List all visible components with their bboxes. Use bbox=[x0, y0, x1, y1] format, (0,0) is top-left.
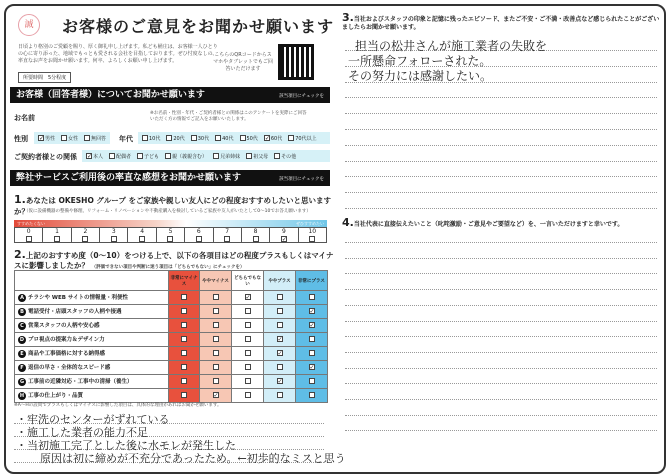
handwritten-answer: その努力には感謝したい。 bbox=[348, 69, 493, 83]
checkbox[interactable] bbox=[245, 364, 251, 370]
checkbox[interactable] bbox=[84, 135, 90, 141]
rating-cell[interactable] bbox=[264, 389, 296, 403]
rating-cell[interactable] bbox=[169, 347, 200, 361]
scale-option-3[interactable] bbox=[100, 228, 128, 242]
checkbox[interactable] bbox=[142, 135, 148, 141]
rating-cell[interactable] bbox=[296, 319, 328, 333]
checkbox[interactable] bbox=[191, 135, 197, 141]
checkbox[interactable] bbox=[309, 378, 315, 384]
rating-cell[interactable] bbox=[296, 291, 328, 305]
checkbox[interactable] bbox=[245, 308, 251, 314]
handwritten-answer: ・牢洗のセンターがずれている bbox=[16, 413, 170, 426]
table-row bbox=[15, 333, 328, 347]
scale-number: 4 bbox=[140, 228, 145, 235]
rating-cell[interactable] bbox=[232, 347, 264, 361]
column-header: 非常にプラス bbox=[296, 271, 328, 291]
checkbox[interactable] bbox=[166, 135, 172, 141]
answer-line bbox=[345, 242, 657, 243]
q1-text: あなたは OKESHO グループ をご家族や親しい友人にどの程度おすすめしたいと思いますか？ bbox=[14, 196, 332, 216]
row-label bbox=[15, 291, 169, 305]
scale-option-9[interactable] bbox=[270, 228, 298, 242]
rating-cell[interactable] bbox=[169, 305, 200, 319]
ages-option-label: 70代以上 bbox=[295, 135, 317, 142]
row-key-icon: C bbox=[18, 322, 26, 330]
table-row bbox=[15, 375, 328, 389]
answer-line bbox=[345, 430, 657, 431]
table-row bbox=[15, 347, 328, 361]
row-key-icon: E bbox=[18, 350, 26, 358]
checkbox[interactable] bbox=[240, 135, 246, 141]
checkbox[interactable] bbox=[213, 378, 219, 384]
table-row bbox=[15, 291, 328, 305]
ages-option-label: 50代 bbox=[246, 135, 258, 142]
checkbox[interactable] bbox=[274, 153, 280, 159]
table-row bbox=[15, 305, 328, 319]
answer-line bbox=[345, 176, 657, 177]
checkbox[interactable] bbox=[26, 236, 32, 242]
checkbox[interactable]: ✓ bbox=[309, 322, 315, 329]
relation-label: ご契約者様との関係 bbox=[14, 153, 77, 161]
q2-sub: （評価できない項目や判断に迷う項目は「どちらでもない」にチェックを） bbox=[91, 265, 245, 270]
checkbox[interactable]: ✓ bbox=[213, 392, 219, 399]
checkbox[interactable] bbox=[213, 294, 219, 300]
relations-option-label: 本人 bbox=[93, 153, 104, 160]
checkbox[interactable]: ✓ bbox=[281, 236, 287, 243]
answer-line bbox=[345, 129, 657, 130]
q2-text: 上記のおすすめ度（0〜10）をつける上で、以下の各項目はどの程度プラスもしくはマイナスに影響しましたか？ bbox=[14, 251, 334, 270]
row-text: 工事の仕上がり・品質 bbox=[28, 393, 84, 399]
rating-cell[interactable] bbox=[264, 333, 296, 347]
row-text: 営業スタッフの人柄や安心感 bbox=[28, 323, 100, 329]
column-header: 非常にマイナス bbox=[169, 271, 200, 291]
table-row bbox=[15, 389, 328, 403]
scale-number: 6 bbox=[196, 228, 201, 235]
scale-number: 5 bbox=[168, 228, 173, 235]
section2-title: 弊社サービスご利用後の率直な感想をお聞かせ願います bbox=[16, 173, 242, 183]
q4-question bbox=[342, 216, 660, 229]
checkbox[interactable] bbox=[213, 364, 219, 370]
section1-header bbox=[10, 87, 330, 103]
relations-option[interactable] bbox=[246, 153, 268, 160]
relations-option[interactable] bbox=[165, 153, 207, 160]
checkbox[interactable] bbox=[82, 236, 88, 242]
rating-cell[interactable] bbox=[232, 291, 264, 305]
q1-scale bbox=[14, 220, 327, 243]
checkbox[interactable] bbox=[165, 153, 171, 159]
q3-number: 3. bbox=[342, 11, 354, 24]
ages-option[interactable] bbox=[215, 135, 233, 142]
checkbox[interactable] bbox=[181, 392, 187, 398]
relations-option[interactable] bbox=[137, 153, 159, 160]
answer-line bbox=[345, 289, 657, 290]
rating-cell[interactable] bbox=[296, 347, 328, 361]
checkbox[interactable] bbox=[137, 153, 143, 159]
checkbox[interactable] bbox=[181, 294, 187, 300]
rating-cell[interactable] bbox=[232, 319, 264, 333]
row-key-icon: G bbox=[19, 379, 25, 385]
checkbox[interactable]: ✓ bbox=[39, 134, 45, 142]
scale-number: 0 bbox=[26, 228, 31, 235]
checkbox[interactable] bbox=[277, 392, 283, 398]
checkbox[interactable]: ✓ bbox=[277, 378, 283, 385]
scale-low-label: すすめたくない bbox=[17, 221, 46, 226]
scale-option-10[interactable] bbox=[299, 228, 326, 242]
relations-option[interactable] bbox=[86, 153, 103, 160]
ages-option-label: 20代 bbox=[173, 135, 185, 142]
q3-text: 当社およびスタッフの印象と記憶に残ったエピソード、またご不安・ご不満・改善点など感じられたことがございましたらお聞かせ願います。 bbox=[342, 16, 660, 31]
checkbox[interactable] bbox=[111, 236, 117, 242]
checkbox[interactable] bbox=[245, 336, 251, 342]
answer-line bbox=[345, 305, 657, 306]
q2-footnote: ※A〜Hの設問でプラスもしくはマイナスに影響した項目は、具体的な理由があればお聞かせ願います。 bbox=[14, 403, 222, 408]
answer-line bbox=[345, 192, 657, 193]
answer-line bbox=[345, 368, 657, 369]
column-header: どちらでもない bbox=[232, 271, 264, 291]
row-label bbox=[15, 305, 169, 319]
answer-line bbox=[345, 145, 657, 146]
gender-option[interactable] bbox=[38, 135, 55, 142]
rating-cell[interactable] bbox=[200, 291, 232, 305]
section2-header bbox=[10, 170, 330, 186]
ages-option[interactable] bbox=[166, 135, 184, 142]
relations-option[interactable] bbox=[213, 153, 240, 160]
checkbox[interactable] bbox=[288, 135, 294, 141]
rating-cell[interactable] bbox=[264, 347, 296, 361]
checkbox[interactable]: ✓ bbox=[245, 294, 251, 301]
relations-option-label: 子ども bbox=[144, 153, 160, 160]
rating-cell[interactable] bbox=[232, 305, 264, 319]
relations-option-label: 配偶者 bbox=[116, 153, 132, 160]
ages-option[interactable] bbox=[142, 135, 160, 142]
checkbox[interactable] bbox=[245, 392, 251, 398]
handwritten-answer: ・施工した業者の能力不足 bbox=[16, 426, 148, 439]
scale-number: 7 bbox=[225, 228, 230, 235]
qr-text: こちらのQRコードからスマホやタブレットでもご回答いただけます bbox=[213, 52, 273, 72]
checkbox[interactable] bbox=[245, 350, 251, 356]
rating-cell[interactable] bbox=[200, 305, 232, 319]
gender-option-label: 無回答 bbox=[91, 135, 107, 142]
scale-option-2[interactable] bbox=[72, 228, 100, 242]
checkbox[interactable] bbox=[224, 236, 230, 242]
row-key-icon: B bbox=[18, 308, 26, 316]
ages-option[interactable] bbox=[288, 135, 316, 142]
rating-cell[interactable] bbox=[200, 333, 232, 347]
row-text: 商品や工事価格に対する納得感 bbox=[28, 351, 106, 357]
scale-high-label: ぜひすすめたい bbox=[295, 221, 324, 226]
scale-number: 8 bbox=[253, 228, 258, 235]
company-logo: 誠 bbox=[18, 14, 40, 36]
scale-option-5[interactable] bbox=[157, 228, 185, 242]
row-label bbox=[15, 319, 169, 333]
checkbox[interactable] bbox=[181, 364, 187, 370]
checkbox[interactable] bbox=[61, 135, 67, 141]
scale-number: 2 bbox=[83, 228, 88, 235]
relations-option[interactable] bbox=[109, 153, 131, 160]
checkbox[interactable] bbox=[54, 236, 60, 242]
column-header: ややマイナス bbox=[200, 271, 232, 291]
rating-cell[interactable] bbox=[200, 375, 232, 389]
intro-text: 日頃より格別のご愛顧を賜り、厚く御礼申し上げます。私ども桶庄は、お客様一人ひとりの心に寄り添った、地域でもっとも愛される会社を目指しております。ぜひ忖度なしの、率直なお声をお聞かせ願います。何卒、よろしくお願い申し上げます。 bbox=[18, 44, 218, 64]
answer-line bbox=[345, 273, 657, 274]
checkbox[interactable]: ✓ bbox=[309, 308, 315, 315]
age-options bbox=[138, 132, 330, 144]
checkbox[interactable] bbox=[309, 294, 315, 300]
q4-text: 当社代表に直接伝えたいこと（叱咤激励・ご意見やご要望など）を、一言いただけますと幸いです。 bbox=[353, 221, 624, 228]
checkbox[interactable] bbox=[181, 350, 187, 356]
rating-cell[interactable] bbox=[169, 291, 200, 305]
rating-cell[interactable] bbox=[169, 333, 200, 347]
rating-cell[interactable] bbox=[232, 361, 264, 375]
answer-line bbox=[345, 97, 657, 98]
row-text: チラシや WEB サイトの情報量・利便性 bbox=[28, 295, 128, 301]
column-header: ややプラス bbox=[264, 271, 296, 291]
name-note: ※お名前・性別・年代・ご契約者様との関係はこのアンケートを実際にご回答いただく方の情報でご記入をお願いいたします。 bbox=[150, 111, 307, 122]
relations-option-label: 祖父母 bbox=[253, 153, 269, 160]
rating-cell[interactable] bbox=[232, 375, 264, 389]
checkbox[interactable] bbox=[215, 135, 221, 141]
q1-number: 1. bbox=[14, 193, 26, 206]
check-note: 該当項目にチェックを bbox=[279, 94, 324, 99]
rating-cell[interactable] bbox=[264, 361, 296, 375]
row-label bbox=[15, 361, 169, 375]
age-label: 年代 bbox=[119, 135, 133, 143]
checkbox[interactable] bbox=[181, 308, 187, 314]
gender-option-label: 男性 bbox=[45, 135, 56, 142]
rating-cell[interactable] bbox=[264, 291, 296, 305]
header-blank bbox=[15, 271, 169, 291]
rating-cell[interactable] bbox=[200, 319, 232, 333]
answer-line bbox=[345, 161, 657, 162]
checkbox[interactable] bbox=[167, 236, 173, 242]
checkbox[interactable] bbox=[196, 236, 202, 242]
rating-cell[interactable] bbox=[296, 305, 328, 319]
scale-number: 9 bbox=[282, 228, 286, 235]
relations-option-label: 親（義親含む） bbox=[172, 153, 208, 160]
checkbox[interactable] bbox=[309, 236, 315, 242]
row-text: 電話受付・店頭スタッフの人柄や接遇 bbox=[28, 309, 122, 315]
ages-option-label: 30代 bbox=[197, 135, 210, 142]
scale-option-0[interactable] bbox=[15, 228, 43, 242]
rating-cell[interactable] bbox=[264, 305, 296, 319]
ages-option-label: 10代 bbox=[149, 135, 161, 142]
checkbox[interactable] bbox=[139, 236, 145, 242]
ages-option[interactable] bbox=[264, 135, 282, 142]
checkbox[interactable] bbox=[309, 336, 315, 342]
gender-options bbox=[34, 132, 110, 144]
rating-cell[interactable] bbox=[296, 333, 328, 347]
checkbox[interactable] bbox=[213, 153, 219, 159]
rating-cell[interactable] bbox=[200, 389, 232, 403]
qr-code[interactable] bbox=[278, 44, 314, 80]
q3-question bbox=[342, 11, 660, 32]
rating-cell[interactable] bbox=[296, 375, 328, 389]
checkbox[interactable] bbox=[213, 350, 219, 356]
relations-option[interactable] bbox=[274, 153, 296, 160]
ages-option-label: 40代 bbox=[222, 135, 234, 142]
rating-cell[interactable] bbox=[169, 375, 200, 389]
checkbox[interactable] bbox=[309, 392, 315, 398]
checkbox[interactable] bbox=[213, 308, 219, 314]
table-row bbox=[15, 361, 328, 375]
checkbox[interactable] bbox=[277, 364, 283, 370]
checkbox[interactable] bbox=[213, 336, 219, 342]
row-label bbox=[15, 347, 169, 361]
scale-option-8[interactable] bbox=[242, 228, 270, 242]
ages-option[interactable] bbox=[240, 135, 258, 142]
checkbox[interactable] bbox=[213, 322, 219, 328]
rating-cell[interactable] bbox=[200, 347, 232, 361]
checkbox[interactable] bbox=[109, 153, 115, 159]
checkbox[interactable]: ✓ bbox=[277, 336, 283, 343]
rating-cell[interactable] bbox=[296, 389, 328, 403]
scale-option-6[interactable] bbox=[185, 228, 213, 242]
handwritten-answer: 原因は初に締めが不充分であったため。←初歩的なミスと思う bbox=[40, 452, 346, 465]
rating-cell[interactable] bbox=[264, 319, 296, 333]
rating-cell[interactable] bbox=[232, 389, 264, 403]
q2-number: 2. bbox=[14, 248, 26, 261]
row-label bbox=[15, 389, 169, 403]
q1-sub: （仮に設備機器の整備や修理、リフォーム・リノベーションや不動産購入を検討しているご家族や友人がいたとして0〜10でお答え願います） bbox=[24, 209, 311, 214]
relations-option-label: 兄弟姉妹 bbox=[220, 153, 241, 160]
relation-options bbox=[82, 150, 330, 162]
page-title: お客様のご意見をお聞かせ願います bbox=[62, 17, 335, 36]
name-label: お名前 bbox=[14, 114, 35, 122]
gender-option-label: 女性 bbox=[68, 135, 79, 142]
row-label bbox=[15, 375, 169, 389]
answer-line bbox=[345, 336, 657, 337]
answer-line bbox=[345, 113, 657, 114]
row-key-icon: H bbox=[19, 393, 25, 399]
ages-option-label: 60代 bbox=[270, 135, 283, 142]
rating-cell[interactable] bbox=[169, 319, 200, 333]
answer-line bbox=[345, 352, 657, 353]
gender-option[interactable] bbox=[84, 135, 106, 142]
row-key-icon: F bbox=[18, 364, 26, 372]
answer-line bbox=[345, 383, 657, 384]
checkbox[interactable] bbox=[245, 322, 251, 328]
row-key-icon: A bbox=[18, 294, 26, 302]
handwritten-answer: 担当の松井さんが施工業者の失敗を bbox=[355, 39, 548, 53]
q4-number: 4. bbox=[342, 216, 354, 229]
checkbox[interactable]: ✓ bbox=[309, 364, 315, 371]
row-text: プロ視点の提案力＆デザイン力 bbox=[28, 337, 105, 343]
rating-cell[interactable] bbox=[264, 375, 296, 389]
rating-table bbox=[14, 270, 328, 403]
checkbox[interactable]: ✓ bbox=[87, 152, 93, 160]
checkbox[interactable] bbox=[277, 322, 283, 328]
row-label bbox=[15, 333, 169, 347]
checkbox[interactable] bbox=[277, 308, 283, 314]
row-key-icon: D bbox=[19, 337, 25, 343]
scale-number: 1 bbox=[55, 228, 59, 235]
table-row bbox=[15, 319, 328, 333]
time-required: 所要時間 5分程度 bbox=[18, 72, 71, 83]
rating-cell[interactable] bbox=[169, 361, 200, 375]
row-text: 工事前の近隣対応・工事中の清掃（養生） bbox=[28, 379, 133, 385]
gender-option[interactable] bbox=[61, 135, 78, 142]
rating-cell[interactable] bbox=[232, 333, 264, 347]
checkbox[interactable] bbox=[245, 378, 251, 384]
scale-option-7[interactable] bbox=[214, 228, 242, 242]
check-note: 該当項目にチェックを bbox=[279, 177, 324, 182]
handwritten-answer: ・当初施工完了とした後に水モレが発生した bbox=[16, 439, 236, 452]
checkbox[interactable] bbox=[181, 378, 187, 384]
scale-number: 3 bbox=[111, 228, 116, 235]
checkbox[interactable]: ✓ bbox=[264, 134, 270, 142]
answer-line bbox=[345, 399, 657, 400]
rating-cell[interactable] bbox=[296, 361, 328, 375]
scale-number: 10 bbox=[308, 228, 317, 235]
gender-label: 性別 bbox=[14, 135, 28, 143]
checkbox[interactable] bbox=[277, 294, 283, 300]
checkbox[interactable] bbox=[246, 153, 252, 159]
rating-cell[interactable] bbox=[200, 361, 232, 375]
checkbox[interactable] bbox=[309, 350, 315, 356]
handwritten-answer: 一所懸命フォローされた。 bbox=[348, 54, 492, 68]
section1-title: お客様（回答者様）についてお聞かせ願います bbox=[16, 90, 205, 100]
relations-option-label: その他 bbox=[281, 153, 297, 160]
answer-line bbox=[345, 415, 657, 416]
checkbox[interactable]: ✓ bbox=[277, 350, 283, 357]
checkbox[interactable] bbox=[181, 322, 187, 328]
checkbox[interactable] bbox=[181, 336, 187, 342]
checkbox[interactable] bbox=[253, 236, 259, 242]
answer-line bbox=[345, 321, 657, 322]
row-text: 返信の早さ・全体的なスピード感 bbox=[28, 365, 111, 371]
answer-line bbox=[345, 208, 657, 209]
ages-option[interactable] bbox=[191, 135, 209, 142]
rating-cell[interactable] bbox=[169, 389, 200, 403]
scale-option-4[interactable] bbox=[128, 228, 156, 242]
answer-line bbox=[345, 258, 657, 259]
scale-option-1[interactable] bbox=[43, 228, 71, 242]
